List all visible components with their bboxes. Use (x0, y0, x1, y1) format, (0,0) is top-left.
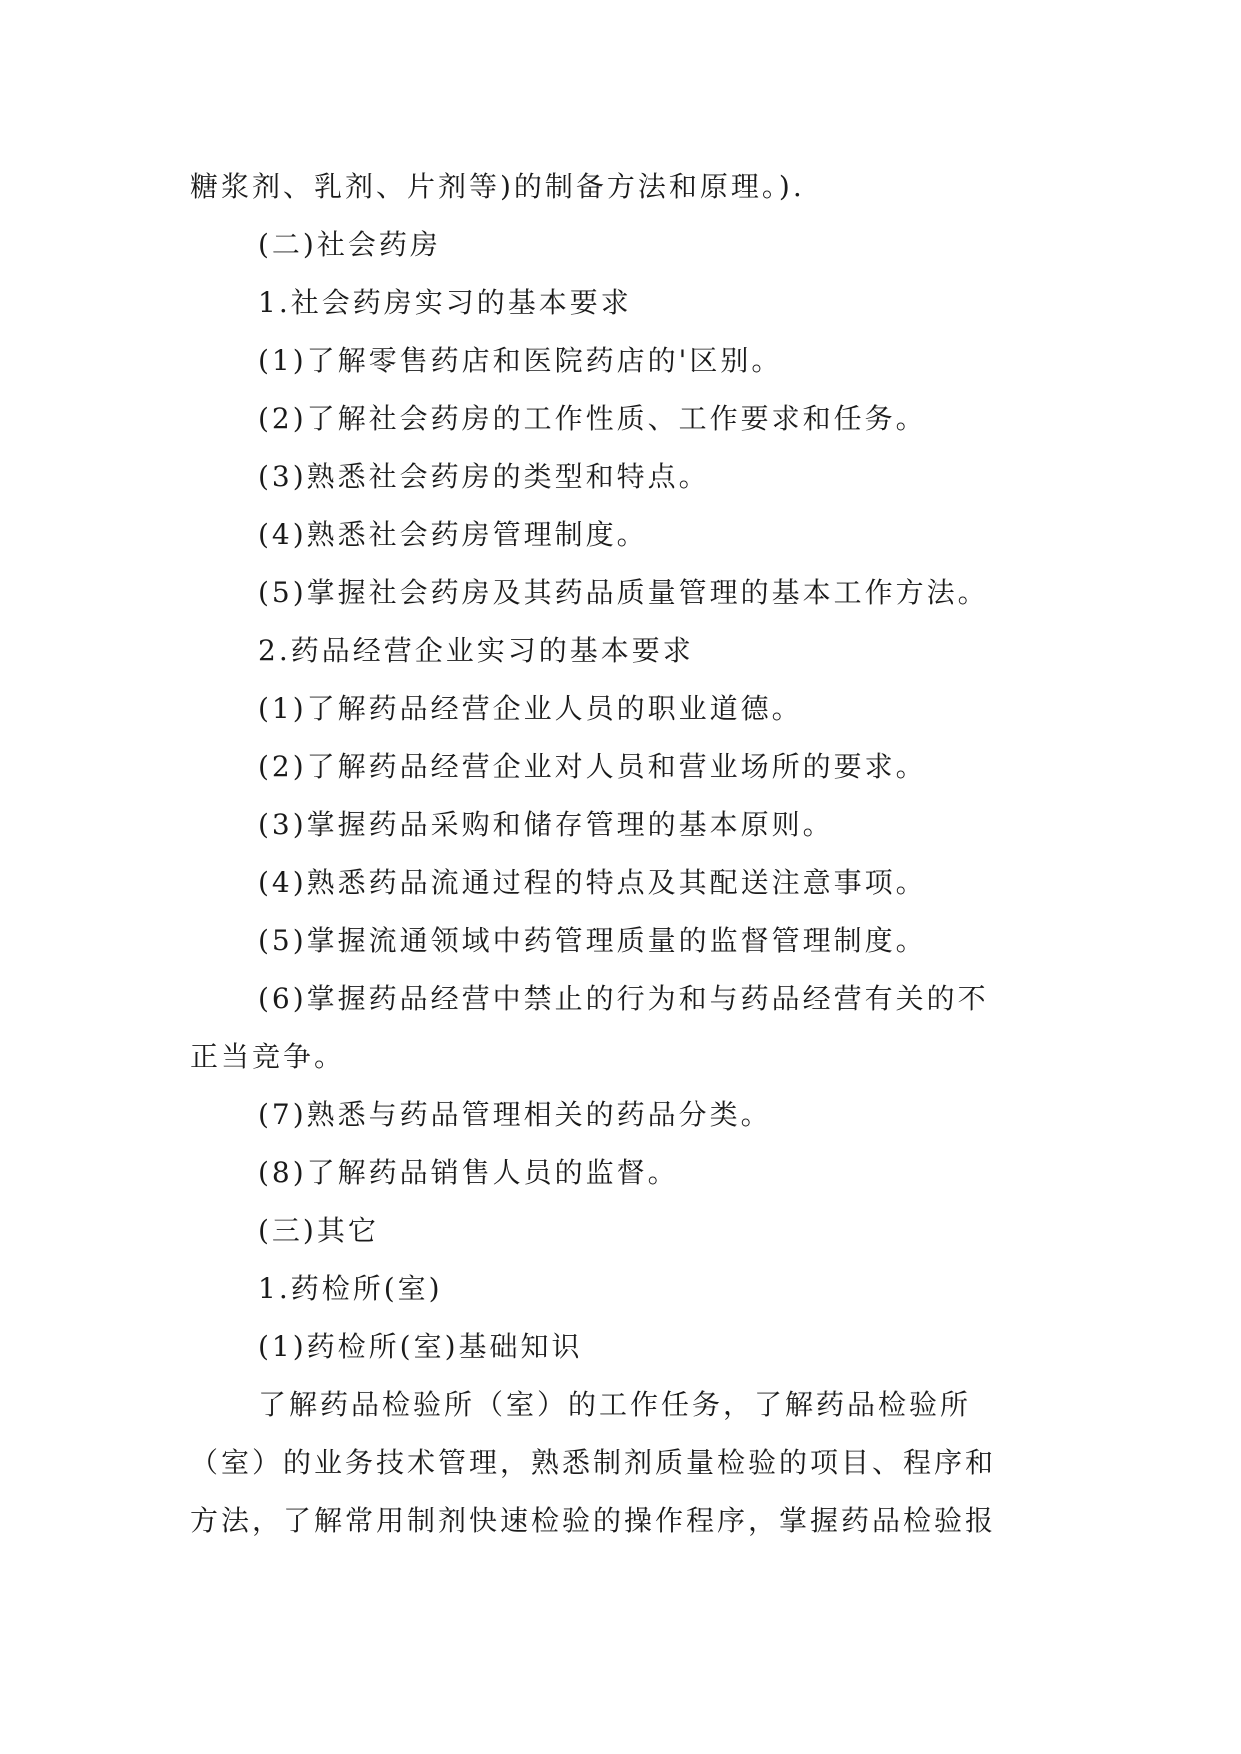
list-item: (5)掌握社会药房及其药品质量管理的基本工作方法。 (258, 576, 989, 609)
list-item: (8)了解药品销售人员的监督。 (258, 1156, 679, 1189)
subsection-heading: 1.社会药房实习的基本要求 (258, 286, 632, 319)
paragraph-line: 方法，了解常用制剂快速检验的操作程序，掌握药品检验报 (190, 1504, 997, 1537)
paragraph-line: 了解药品检验所（室）的工作任务，了解药品检验所 (258, 1388, 972, 1421)
list-item: (4)熟悉药品流通过程的特点及其配送注意事项。 (258, 866, 927, 899)
list-item-continuation: 正当竞争。 (190, 1040, 346, 1073)
list-item: (6)掌握药品经营中禁止的行为和与药品经营有关的不 (258, 982, 989, 1015)
paragraph-line: 糖浆剂、乳剂、片剂等)的制备方法和原理。). (190, 170, 805, 203)
list-item: (7)熟悉与药品管理相关的药品分类。 (258, 1098, 772, 1131)
list-item: (3)掌握药品采购和储存管理的基本原则。 (258, 808, 834, 841)
list-item: (2)了解药品经营企业对人员和营业场所的要求。 (258, 750, 927, 783)
list-item: (1)了解药品经营企业人员的职业道德。 (258, 692, 803, 725)
list-item: (5)掌握流通领域中药管理质量的监督管理制度。 (258, 924, 927, 957)
list-item: (2)了解社会药房的工作性质、工作要求和任务。 (258, 402, 927, 435)
list-item: (1)了解零售药店和医院药店的'区别。 (258, 344, 783, 377)
list-item: (1)药检所(室)基础知识 (258, 1330, 583, 1363)
list-item: (3)熟悉社会药房的类型和特点。 (258, 460, 710, 493)
section-heading: (二)社会药房 (258, 228, 441, 261)
document-page (190, 158, 1050, 1550)
subsection-heading: 2.药品经营企业实习的基本要求 (258, 634, 694, 667)
paragraph-line: （室）的业务技术管理，熟悉制剂质量检验的项目、程序和 (190, 1446, 997, 1479)
list-item: (4)熟悉社会药房管理制度。 (258, 518, 648, 551)
subsection-heading: 1.药检所(室) (258, 1272, 443, 1305)
section-heading: (三)其它 (258, 1214, 379, 1247)
